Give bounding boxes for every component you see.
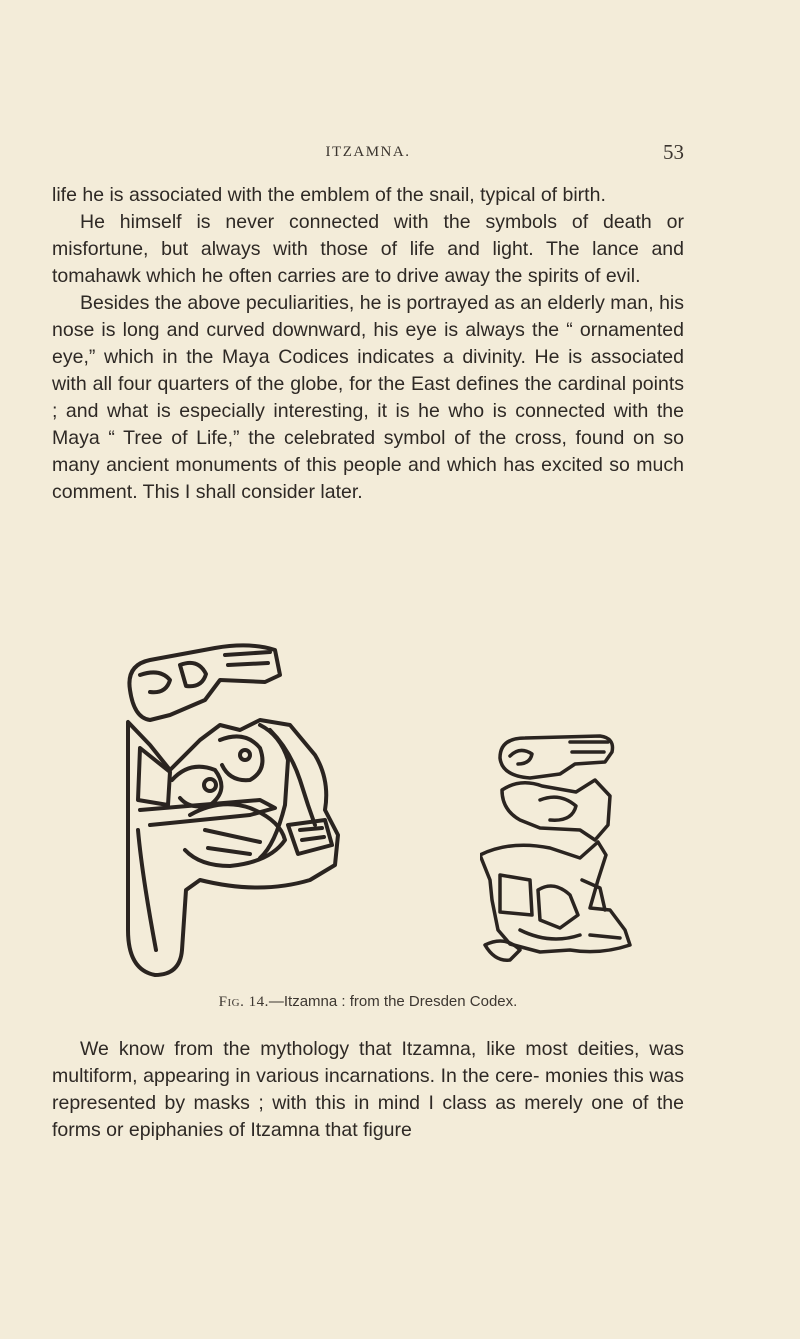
paragraph: We know from the mythology that Itzamna, like most deities, was multiform, appearing in various incarnations. In the cere- monies this was represented by masks ; with this in mind I class as merely one of the forms or epiphanies of Itzamna that figure (52, 1038, 684, 1141)
figure-14 (110, 630, 650, 990)
body-text-bottom (52, 1036, 684, 1144)
body-text-top (52, 182, 684, 506)
itzamna-glyph-right (480, 730, 640, 980)
running-head (52, 140, 684, 170)
paragraph: He himself is never connected with the symbols of death or misfortune, but always with those of life and light. The lance and tomahawk which he often carries are to drive away the spirits of evil. (52, 211, 684, 287)
paragraph: Besides the above peculiarities, he is portrayed as an elderly man, his nose is long and curved downward, his eye is always the “ ornamented eye,” which in the Maya Codices indicates a divinity. He is associated with all four quarters of the globe, for the East defines the cardinal points ; and what is especially interesting, it is he who is connected with the Maya “ Tree of Life,” the celebrated symbol of the cross, found on so many ancient monuments of this people and which has excited so much comment. This I shall consider later. (52, 292, 684, 503)
figure-label: Fig. 14. (218, 994, 269, 1010)
paragraph: life he is associated with the emblem of the snail, typical of birth. (52, 184, 606, 206)
running-title: ITZAMNA. (325, 144, 411, 160)
figure-caption (52, 993, 684, 1011)
itzamna-glyph-left (110, 630, 350, 990)
page-number: 53 (663, 140, 684, 164)
figure-caption-text: —Itzamna : from the Dresden Codex. (268, 993, 518, 1010)
